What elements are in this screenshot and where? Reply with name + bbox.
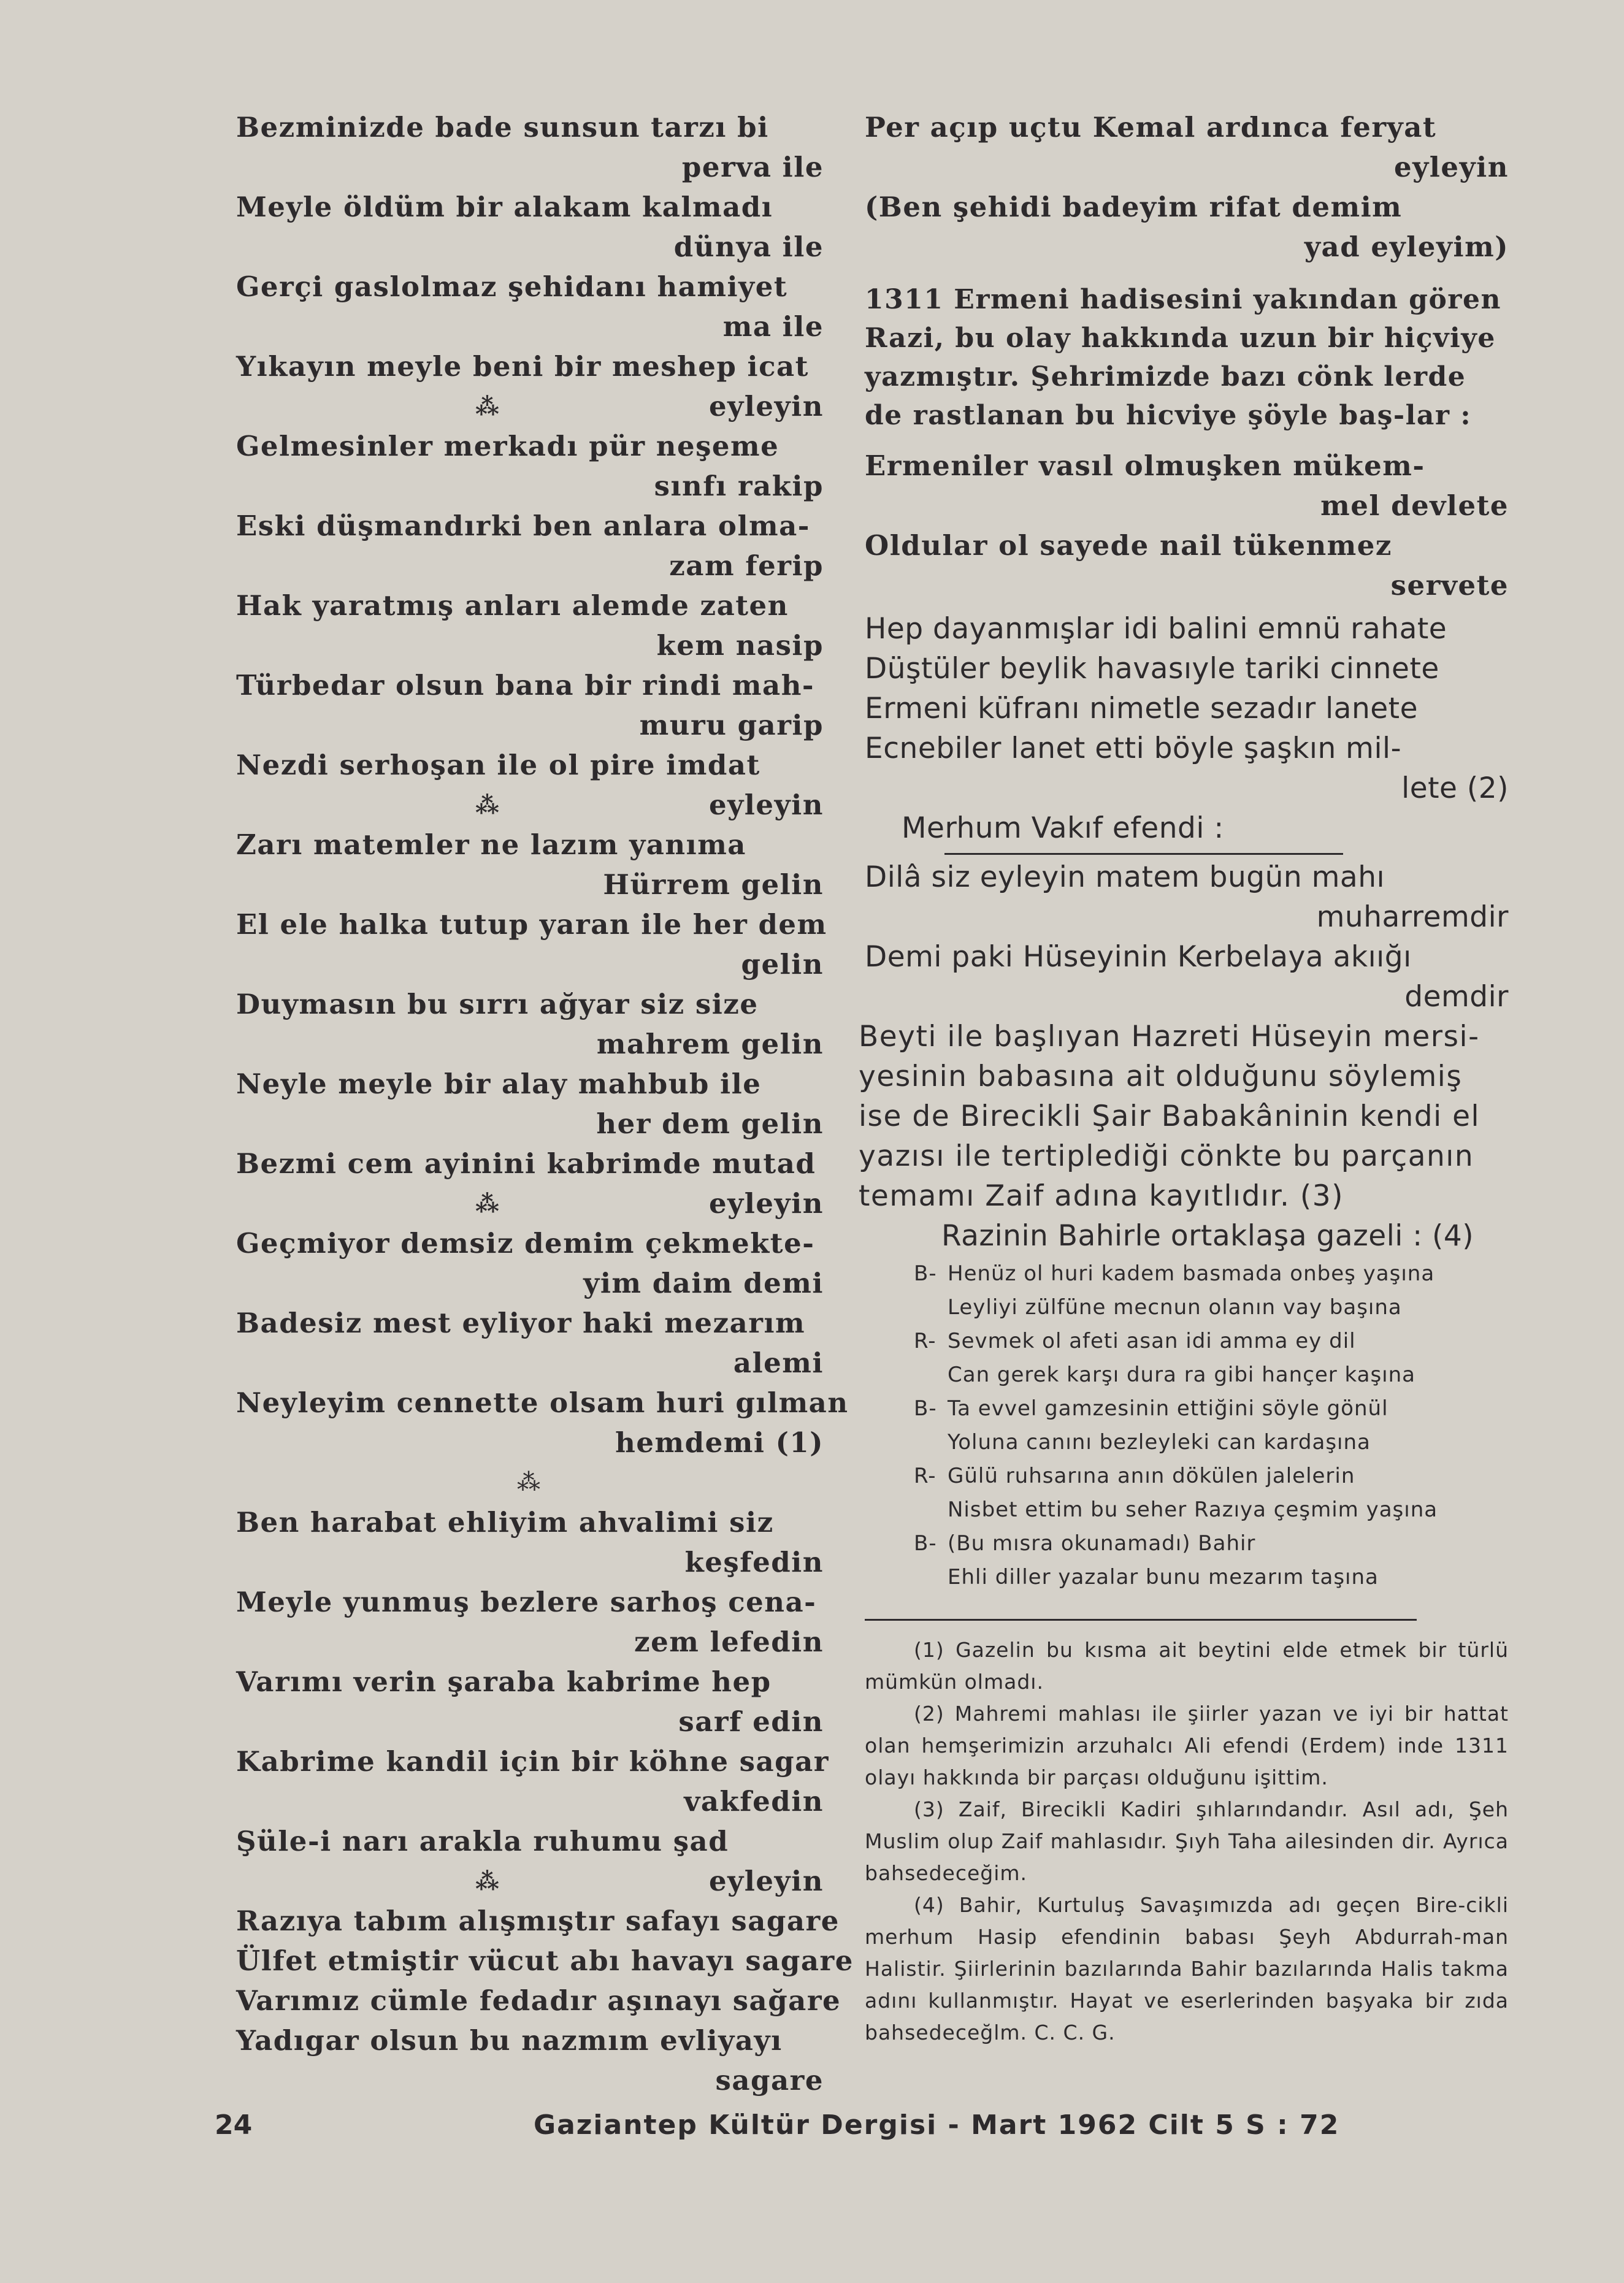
verse-line [236, 1582, 824, 1622]
gazel-text: Can gerek karşı dura ra gibi hançer kaşına [948, 1363, 1415, 1387]
verse-line [865, 768, 1509, 808]
verse-text: Razıya tabım alışmıştır safayı sagare [236, 1905, 840, 1937]
verse-text: Gelmesinler merkadı pür neşeme [236, 430, 779, 462]
gazel-text: (Bu mısra okunamadı) Bahir [948, 1531, 1256, 1556]
verse-line [236, 1024, 824, 1064]
verse-text: demdir [1404, 980, 1509, 1014]
gazel-line [865, 1561, 1509, 1594]
verse-text: Varımı verin şaraba kabrime hep [236, 1665, 772, 1698]
gazel-line [865, 1392, 1509, 1426]
asterism-mark: ⁂ [475, 392, 500, 420]
verse-line [865, 897, 1509, 937]
footnotes [865, 1634, 1509, 2049]
speaker-prefix: R- [914, 1329, 936, 1353]
gazel-text: Yoluna canını bezleyleki can kardaşına [948, 1430, 1371, 1455]
gazel-line [865, 1257, 1509, 1291]
verse-line [236, 546, 824, 586]
verse-line [236, 625, 824, 665]
gazel-text: Ehli diller yazalar bunu mezarım taşına [948, 1565, 1379, 1589]
verse-line [236, 147, 824, 187]
verse-line [236, 785, 824, 825]
verse-text: Bezminizde bade sunsun tarzı bi [236, 111, 769, 143]
gazel-text: Gülü ruhsarına anın dökülen jalelerin [948, 1464, 1355, 1488]
verse-line [236, 1941, 854, 1981]
verse-text: Meyle yunmuş bezlere sarhoş cena- [236, 1586, 817, 1618]
verse-text: Demi paki Hüseyinin Kerbelaya akıığı [865, 940, 1412, 974]
journal-title: Gaziantep Kültür Dergisi - Mart 1962 Cilt 5 S : 72 [534, 2109, 1340, 2141]
verse-text: ma ile [722, 310, 824, 343]
verse-text: Per açıp uçtu Kemal ardınca feryat [865, 111, 1437, 143]
footnote: (1) Gazelin bu kısma ait beytini elde etmek bir türlü mümkün olmadı. [865, 1638, 1509, 1694]
verse-text: Kabrime kandil için bir köhne sagar [236, 1745, 829, 1778]
section-heading: Merhum Vakıf efendi : [902, 811, 1224, 845]
verse-line [236, 1742, 829, 1781]
verse-line [236, 825, 824, 865]
verse-line [236, 307, 824, 346]
verse-text: Meyle öldüm bir alakam kalmadı [236, 191, 773, 223]
verse-text: Nezdi serhoşan ile ol pire imdat [236, 749, 760, 781]
verse-text: Hürrem gelin [603, 868, 824, 901]
verse-line [236, 506, 824, 546]
verse-text: Şüle-i narı arakla ruhumu şad [236, 1825, 729, 1857]
verse-line [865, 728, 1509, 768]
verse-line [865, 937, 1509, 977]
speaker-prefix: B- [914, 1396, 937, 1421]
gazel-text: Henüz ol huri kadem basmada onbeş yaşına [948, 1261, 1435, 1286]
verse-text: Neyle meyle bir alay mahbub ile [236, 1068, 762, 1100]
paragraph: Beyti ile başlıyan Hazreti Hüseyin mersi-yesinin babasına ait olduğunu söylemiş ise de Birecikli Şair Babakâninin kendi el yazısı ile tertiplediği cönkte bu parçanın temamı Zaif adına kayıtlıdır. (3) [859, 1020, 1480, 1213]
verse-text: Zarı matemler ne lazım yanıma [236, 828, 746, 861]
verse-line [236, 1144, 824, 1184]
verse-line [236, 984, 824, 1024]
verse-line [236, 107, 824, 147]
verse-line [236, 1981, 841, 2021]
gazel-line [865, 1527, 1509, 1561]
verse-text: mel devlete [1320, 489, 1509, 522]
asterism-mark: ⁂ [475, 1190, 500, 1217]
verse-line [865, 107, 1509, 147]
gazel-block [865, 1257, 1509, 1594]
verse-text: Ermeni küfranı nimetle sezadır lanete [865, 692, 1419, 725]
verse-line [236, 705, 824, 745]
verse-line [236, 1542, 824, 1582]
footnote: (4) Bahir, Kurtuluş Savaşımızda adı geçen Bire-cikli merhum Hasip efendinin babası Şeyh Abdurrah-man Halistir. Şiirlerinin bazılarında Bahir bazılarında Halis takma adını kullanmıştır. Hayat ve eserlerinden başyaka bir zıda bahsedeceğlm. C. C. G. [865, 1893, 1509, 2044]
verse-text: Hak yaratmış anları alemde zaten [236, 589, 789, 622]
verse-text: Ecnebiler lanet etti böyle şaşkın mil- [865, 732, 1402, 765]
verse-text: Yadıgar olsun bu nazmım evliyayı [236, 2024, 783, 2057]
gazel-text: Nisbet ettim bu seher Razıya çeşmim yaşına [948, 1497, 1438, 1522]
verse-line [236, 1502, 824, 1542]
verse-text: her dem gelin [596, 1107, 824, 1140]
verse-text: yim daim demi [583, 1267, 824, 1299]
verse-line [865, 977, 1509, 1017]
verse-line [236, 1383, 849, 1423]
verse-text: eyleyin [709, 789, 824, 821]
verse-line [236, 227, 824, 267]
verse-text: keşfedin [684, 1546, 824, 1578]
verse-line [865, 526, 1509, 565]
gazel-line [865, 1426, 1509, 1459]
verse-line [236, 1702, 824, 1742]
verse-line [236, 1104, 824, 1144]
verse-line [236, 386, 824, 426]
verse-line [236, 1901, 840, 1941]
verse-line [236, 1184, 824, 1223]
verse-text: muru garip [639, 709, 824, 741]
verse-text: dünya ile [673, 231, 824, 263]
verse-line [236, 2060, 824, 2100]
verse-line [865, 609, 1509, 649]
verse-line [236, 665, 824, 705]
gazel-line [865, 1325, 1509, 1358]
speaker-prefix: B- [914, 1261, 937, 1286]
verse-line [236, 865, 824, 904]
verse-line [236, 1662, 824, 1702]
verse-line [236, 1861, 824, 1901]
verse-line [236, 1821, 824, 1861]
page-number: 24 [215, 2109, 253, 2141]
footnote-divider [865, 1619, 1417, 1621]
verse-text: lete (2) [1401, 771, 1509, 805]
gazel-text: Leyliyi zülfüne mecnun olanın vay başına [948, 1295, 1402, 1320]
verse-text: hemdemi (1) [615, 1426, 824, 1459]
verse-line [236, 1622, 824, 1662]
verse-text: Duymasın bu sırrı ağyar siz size [236, 988, 759, 1020]
verse-line [865, 446, 1509, 486]
verse-text: Düştüler beylik havasıyle tariki cinnete [865, 652, 1439, 686]
verse-text: Neyleyim cennette olsam huri gılman [236, 1386, 849, 1419]
verse-line [865, 565, 1509, 605]
verse-line [236, 1263, 824, 1303]
verse-line [236, 426, 824, 466]
verse-text: Yıkayın meyle beni bir meshep icat [236, 350, 809, 383]
verse-text: muharremdir [1316, 900, 1509, 934]
verse-text: kem nasip [656, 629, 824, 662]
verse-line [865, 187, 1509, 227]
poem-block [865, 446, 1509, 605]
asterism-mark: ⁂ [475, 791, 500, 819]
verse-line [236, 1303, 824, 1343]
asterism-mark: ⁂ [475, 1867, 500, 1895]
verse-line [865, 857, 1509, 897]
poem-block [865, 609, 1509, 808]
paragraph: 1311 Ermeni hadisesini yakından gören Razi, bu olay hakkında uzun bir hiçviye yazmıştır. Şehrimizde bazı cönk lerde de rastlanan bu hicviye şöyle baş-lar : [865, 284, 1501, 431]
right-column [859, 107, 1509, 2049]
verse-text: yad eyleyim) [1304, 231, 1509, 263]
gazel-line [865, 1358, 1509, 1392]
verse-text: sagare [715, 2064, 824, 2097]
verse-text: sınfı rakip [654, 470, 824, 502]
verse-line [236, 944, 824, 984]
verse-text: alemi [733, 1347, 824, 1379]
verse-text: eyleyin [709, 1865, 824, 1897]
verse-text: zam ferip [669, 549, 824, 582]
verse-line [236, 2021, 824, 2060]
gazel-text: Ta evvel gamzesinin ettiğini söyle gönül [948, 1396, 1388, 1421]
poem-block [865, 107, 1509, 267]
gazel-text: Sevmek ol afeti asan idi amma ey dil [948, 1329, 1356, 1353]
verse-text: mahrem gelin [596, 1028, 824, 1060]
verse-text: Eski düşmandırki ben anlara olma- [236, 510, 810, 542]
speaker-prefix: R- [914, 1464, 936, 1488]
section-heading: Razinin Bahirle ortaklaşa gazeli : (4) [941, 1219, 1474, 1253]
verse-text: Türbedar olsun bana bir rindi mah- [236, 669, 815, 702]
verse-line [865, 649, 1509, 689]
verse-line [236, 904, 827, 944]
section-separator: ⁂ [517, 1469, 543, 1496]
verse-text: Oldular ol sayede nail tükenmez [865, 529, 1392, 562]
verse-line [865, 689, 1509, 728]
verse-line [236, 1064, 824, 1104]
gazel-line [865, 1493, 1509, 1527]
verse-text: Geçmiyor demsiz demim çekmekte- [236, 1227, 815, 1260]
verse-text: zem lefedin [634, 1626, 824, 1658]
left-column [236, 107, 854, 2100]
verse-text: servete [1390, 569, 1509, 602]
verse-text: Varımız cümle fedadır aşınayı sağare [236, 1984, 841, 2017]
verse-line [236, 1423, 824, 1463]
verse-text: El ele halka tutup yaran ile her dem [236, 908, 827, 941]
verse-text: Badesiz mest eyliyor haki mezarım [236, 1307, 806, 1339]
gazel-line [865, 1291, 1509, 1325]
verse-text: Ben harabat ehliyim ahvalimi siz [236, 1506, 774, 1539]
verse-text: Dilâ siz eyleyin matem bugün mahı [865, 860, 1385, 894]
verse-text: (Ben şehidi badeyim rifat demim [865, 191, 1403, 223]
footnote: (2) Mahremi mahlası ile şiirler yazan ve iyi bir hattat olan hemşerimizin arzuhalcı Ali efendi (Erdem) inde 1311 olayı hakkında bir parçası olduğunu işittim. [865, 1702, 1509, 1789]
verse-text: eyleyin [709, 1187, 824, 1220]
verse-line [865, 147, 1509, 187]
verse-text: Gerçi gaslolmaz şehidanı hamiyet [236, 270, 788, 303]
verse-line [865, 486, 1509, 526]
verse-text: vakfedin [684, 1785, 824, 1818]
verse-line [236, 187, 824, 227]
verse-text: sarf edin [678, 1705, 824, 1738]
gazel-line [865, 1459, 1509, 1493]
verse-line [236, 745, 824, 785]
verse-text: perva ile [681, 151, 824, 183]
verse-text: Hep dayanmışlar idi balini emnü rahate [865, 612, 1447, 646]
verse-text: eyleyin [709, 390, 824, 423]
divider [944, 853, 1343, 855]
poem-block [865, 857, 1509, 1017]
verse-text: Ülfet etmiştir vücut abı havayı sagare [236, 1945, 854, 1977]
verse-line [236, 586, 824, 625]
verse-text: Ermeniler vasıl olmuşken mükem- [865, 449, 1425, 482]
verse-line [236, 1781, 824, 1821]
verse-text: Bezmi cem ayinini kabrimde mutad [236, 1147, 816, 1180]
verse-line [236, 1343, 824, 1383]
verse-text: gelin [741, 948, 824, 981]
speaker-prefix: B- [914, 1531, 937, 1556]
verse-line [236, 466, 824, 506]
verse-line [236, 267, 824, 307]
verse-line [865, 227, 1509, 267]
verse-text: eyleyin [1394, 151, 1509, 183]
footnote: (3) Zaif, Birecikli Kadiri şıhlarındandır. Asıl adı, Şeh Muslim olup Zaif mahlasıdır. Şıyh Taha ailesinden dir. Ayrıca bahsedeceğim. [865, 1797, 1509, 1885]
verse-line [236, 1223, 824, 1263]
verse-line [236, 346, 824, 386]
